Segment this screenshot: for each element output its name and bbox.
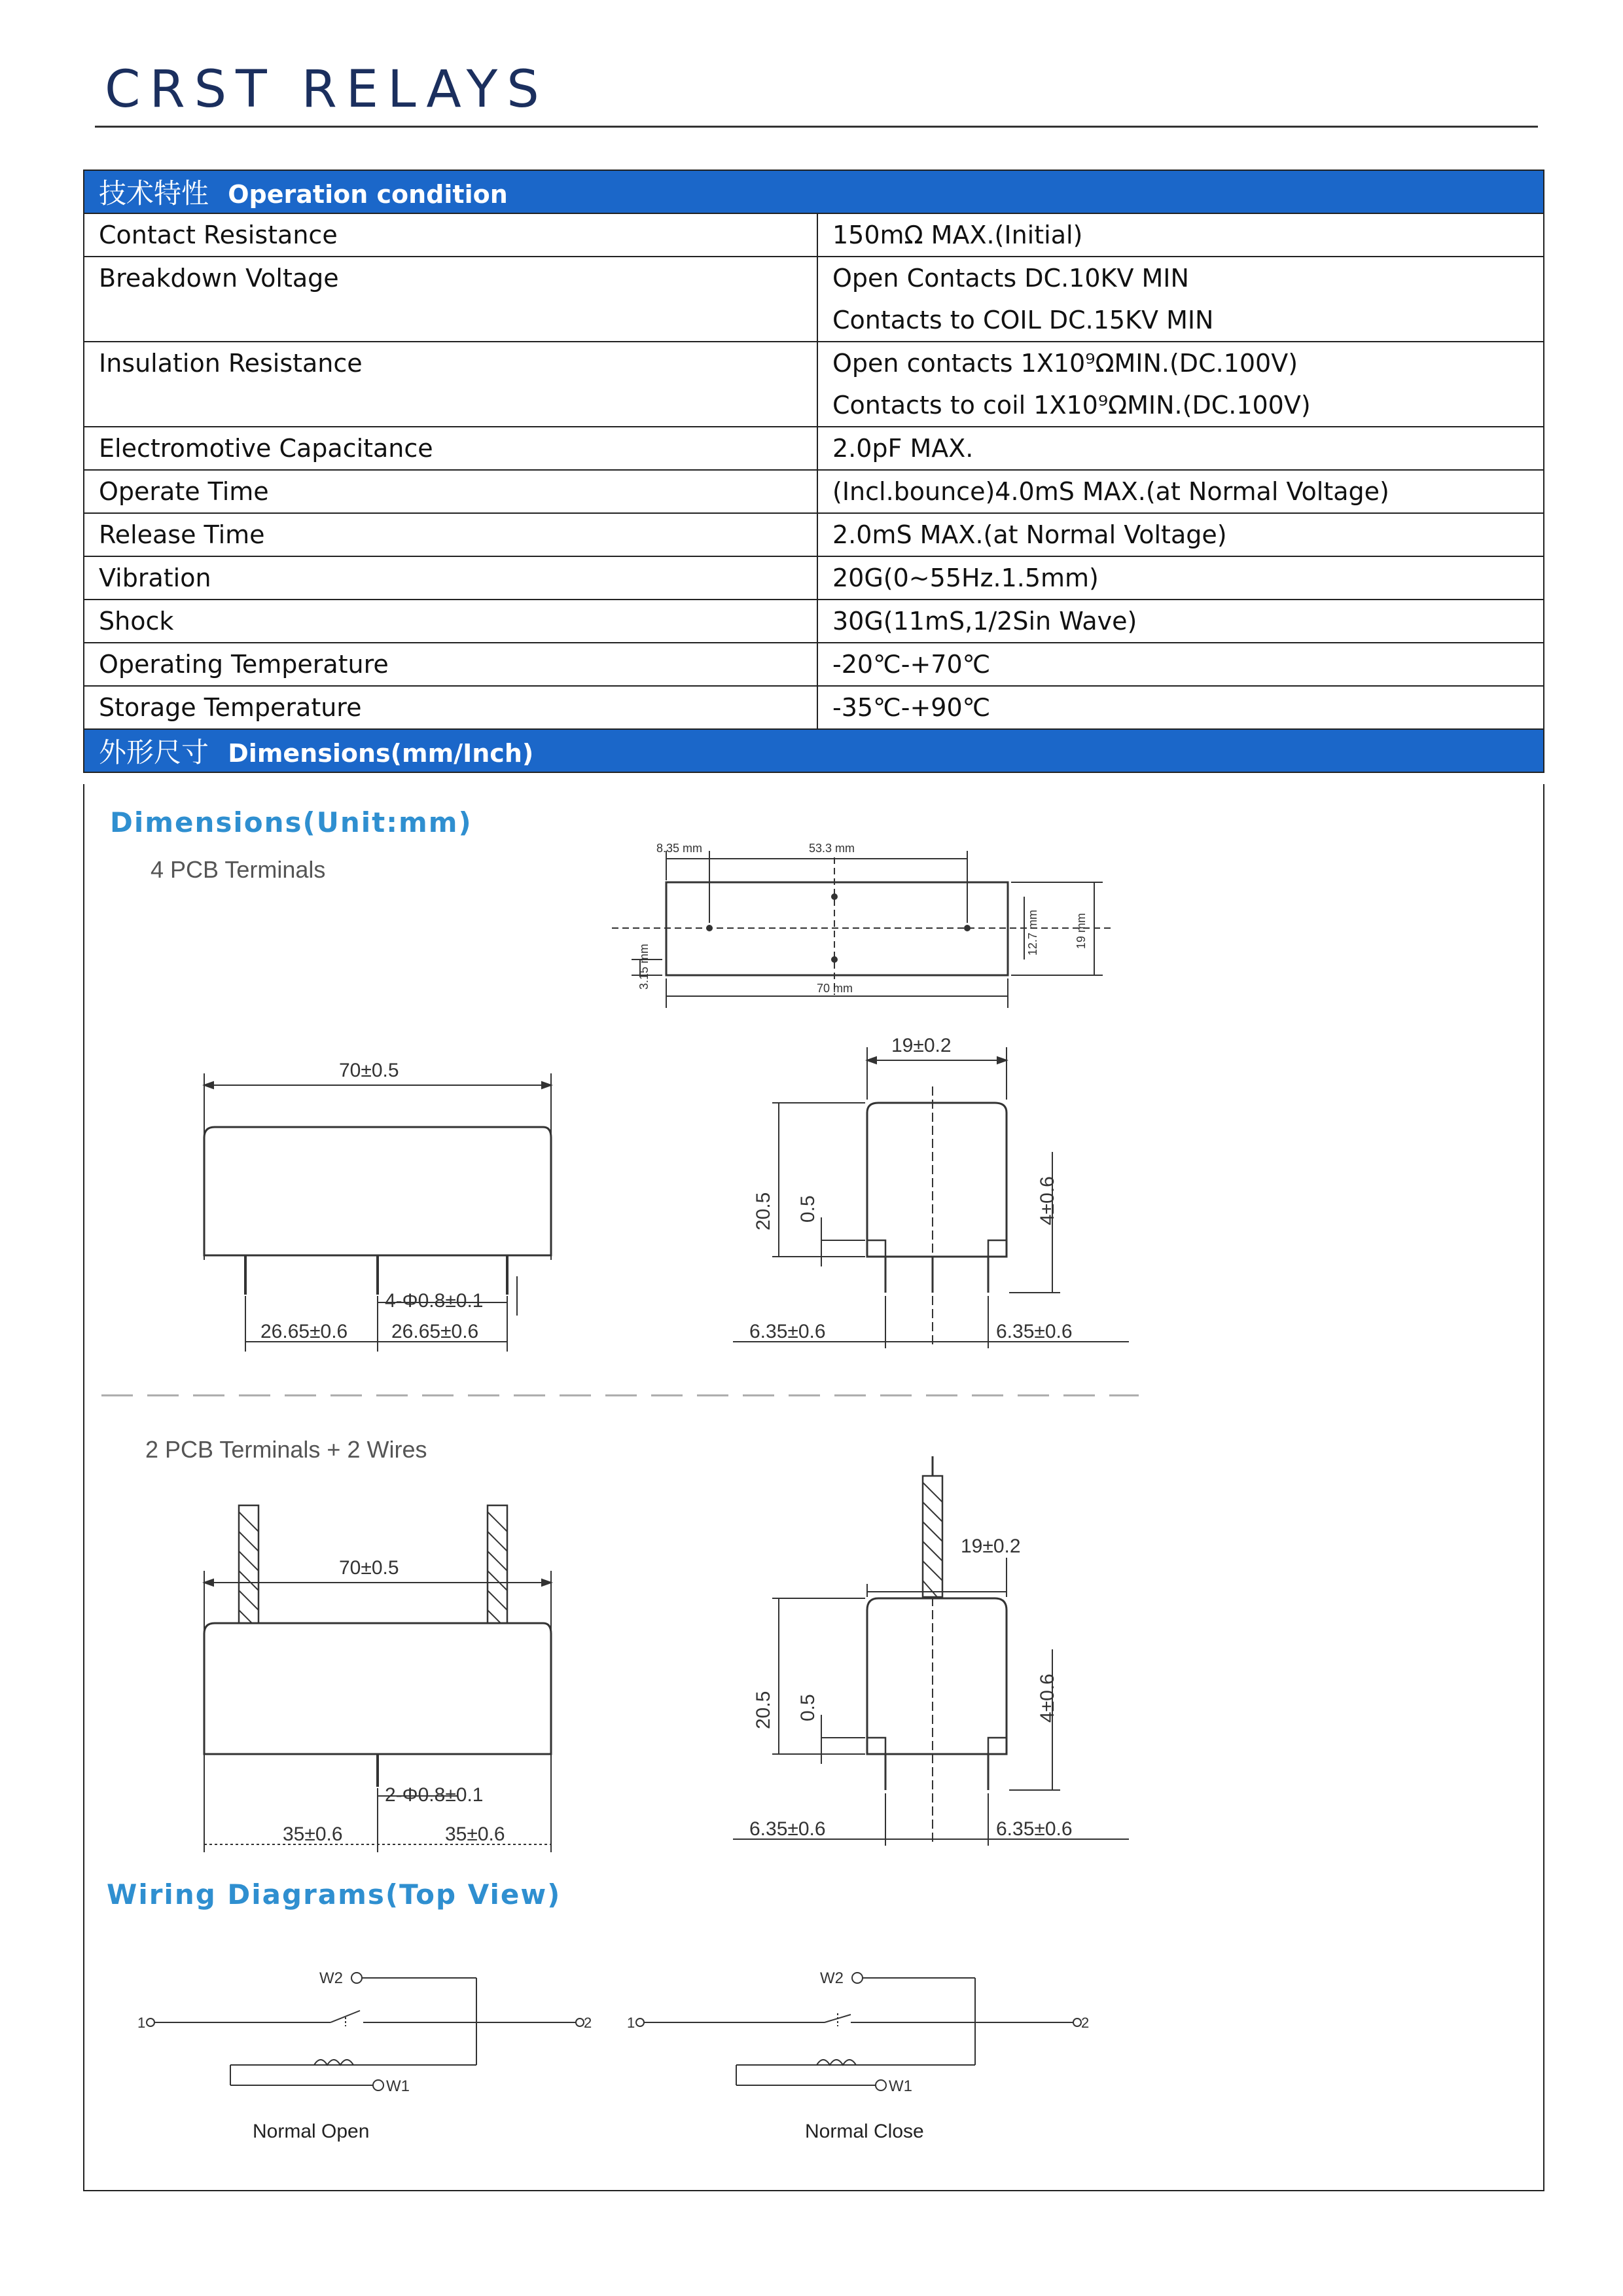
dim-inset-4pcb: 0.5: [797, 1195, 819, 1223]
dim-12-7: 12.7 mm: [1026, 909, 1039, 956]
w2-label: W2: [319, 1969, 343, 1987]
row-value-line: Open Contacts DC.10KV MIN: [832, 264, 1189, 293]
dim-pinlen-4pcb: 4±0.6: [1037, 1176, 1058, 1225]
dim-length-4pcb: 70±0.5: [339, 1060, 399, 1081]
normal-open-label: Normal Open: [253, 2121, 370, 2142]
dim-length-2pcb: 70±0.5: [339, 1557, 399, 1579]
operation-header-zh: 技术特性: [99, 177, 209, 209]
end-view-4pcb: [733, 1035, 1129, 1348]
dim-53-3: 53.3 mm: [809, 842, 855, 855]
dimensions-header-en: Dimensions(mm/Inch): [228, 739, 534, 768]
dim-19mm: 19 mm: [1075, 912, 1088, 949]
w1-label: W1: [889, 2077, 912, 2095]
dim-pins-4pcb: 4-Φ0.8±0.1: [385, 1290, 484, 1312]
row-value-line: Contacts to COIL DC.15KV MIN: [832, 306, 1214, 334]
row-value-line: Contacts to coil 1X10⁹ΩMIN.(DC.100V): [832, 391, 1311, 420]
row-label-text: Insulation Resistance: [99, 349, 363, 378]
normal-close-label: Normal Close: [805, 2121, 924, 2142]
four-pcb-label: 4 PCB Terminals: [151, 856, 326, 883]
terminal-1-label: 1: [137, 2015, 146, 2031]
row-label: Operating Temperature: [84, 643, 817, 686]
row-label: Vibration: [84, 556, 817, 600]
dim-inset-2pcb: 0.5: [797, 1694, 819, 1721]
operation-header-en: Operation condition: [228, 180, 508, 209]
side-view-2pcb: [204, 1505, 551, 1852]
w2-label: W2: [820, 1969, 844, 1987]
terminal-2-label: 2: [584, 2015, 592, 2031]
dim-8-35: 8.35 mm: [656, 842, 703, 855]
row-label: Storage Temperature: [84, 686, 817, 729]
row-value: -20℃-+70℃: [817, 643, 1544, 686]
brand-logo: CRST RELAYS: [105, 60, 548, 119]
two-pcb-label: 2 PCB Terminals + 2 Wires: [145, 1436, 427, 1463]
row-value: 2.0pF MAX.: [817, 427, 1544, 470]
top-view-drawing: [612, 842, 1113, 1008]
row-value: 2.0mS MAX.(at Normal Voltage): [817, 513, 1544, 556]
row-value: 150mΩ MAX.(Initial): [817, 213, 1544, 257]
wiring-title: Wiring Diagrams(Top View): [107, 1878, 562, 1910]
row-value-line: Open contacts 1X10⁹ΩMIN.(DC.100V): [832, 349, 1298, 378]
row-value: 30G(11mS,1/2Sin Wave): [817, 600, 1544, 643]
dim-pitch-right-4pcb: 26.65±0.6: [391, 1321, 479, 1342]
dim-3-15: 3.15 mm: [637, 943, 651, 990]
row-label: Electromotive Capacitance: [84, 427, 817, 470]
side-view-4pcb: [204, 1060, 551, 1352]
row-value: -35℃-+90℃: [817, 686, 1544, 729]
terminal-2-label: 2: [1081, 2015, 1090, 2031]
dim-side-right-2pcb: 6.35±0.6: [996, 1818, 1073, 1840]
row-label-text: Breakdown Voltage: [99, 264, 339, 293]
terminal-1-label: 1: [627, 2015, 635, 2031]
row-value: (Incl.bounce)4.0mS MAX.(at Normal Voltage): [817, 470, 1544, 513]
dim-side-left-2pcb: 6.35±0.6: [749, 1818, 826, 1840]
dim-pitch-left-2pcb: 35±0.6: [283, 1823, 343, 1845]
dimensions-header-zh: 外形尺寸: [99, 736, 209, 768]
dim-side-left-4pcb: 6.35±0.6: [749, 1321, 826, 1342]
dim-width-2pcb: 19±0.2: [961, 1535, 1021, 1557]
dim-70mm: 70 mm: [817, 982, 853, 995]
dim-side-right-4pcb: 6.35±0.6: [996, 1321, 1073, 1342]
row-value: 20G(0~55Hz.1.5mm): [817, 556, 1544, 600]
dim-pins-2pcb: 2-Φ0.8±0.1: [385, 1784, 484, 1806]
dimensions-title: Dimensions(Unit:mm): [110, 806, 473, 838]
row-label: Operate Time: [84, 470, 817, 513]
end-view-2pcb: [733, 1456, 1129, 1846]
dim-height-4pcb: 20.5: [753, 1192, 774, 1230]
dim-pinlen-2pcb: 4±0.6: [1037, 1674, 1058, 1723]
row-label: Shock: [84, 600, 817, 643]
dim-width-4pcb: 19±0.2: [891, 1035, 952, 1056]
row-label: Contact Resistance: [84, 213, 817, 257]
wiring-normal-open: [137, 1969, 592, 2142]
dim-height-2pcb: 20.5: [753, 1691, 774, 1729]
wiring-normal-close: [627, 1969, 1089, 2142]
dim-pitch-right-2pcb: 35±0.6: [445, 1823, 505, 1845]
dim-pitch-left-4pcb: 26.65±0.6: [260, 1321, 348, 1342]
w1-label: W1: [386, 2077, 410, 2095]
row-label: Release Time: [84, 513, 817, 556]
